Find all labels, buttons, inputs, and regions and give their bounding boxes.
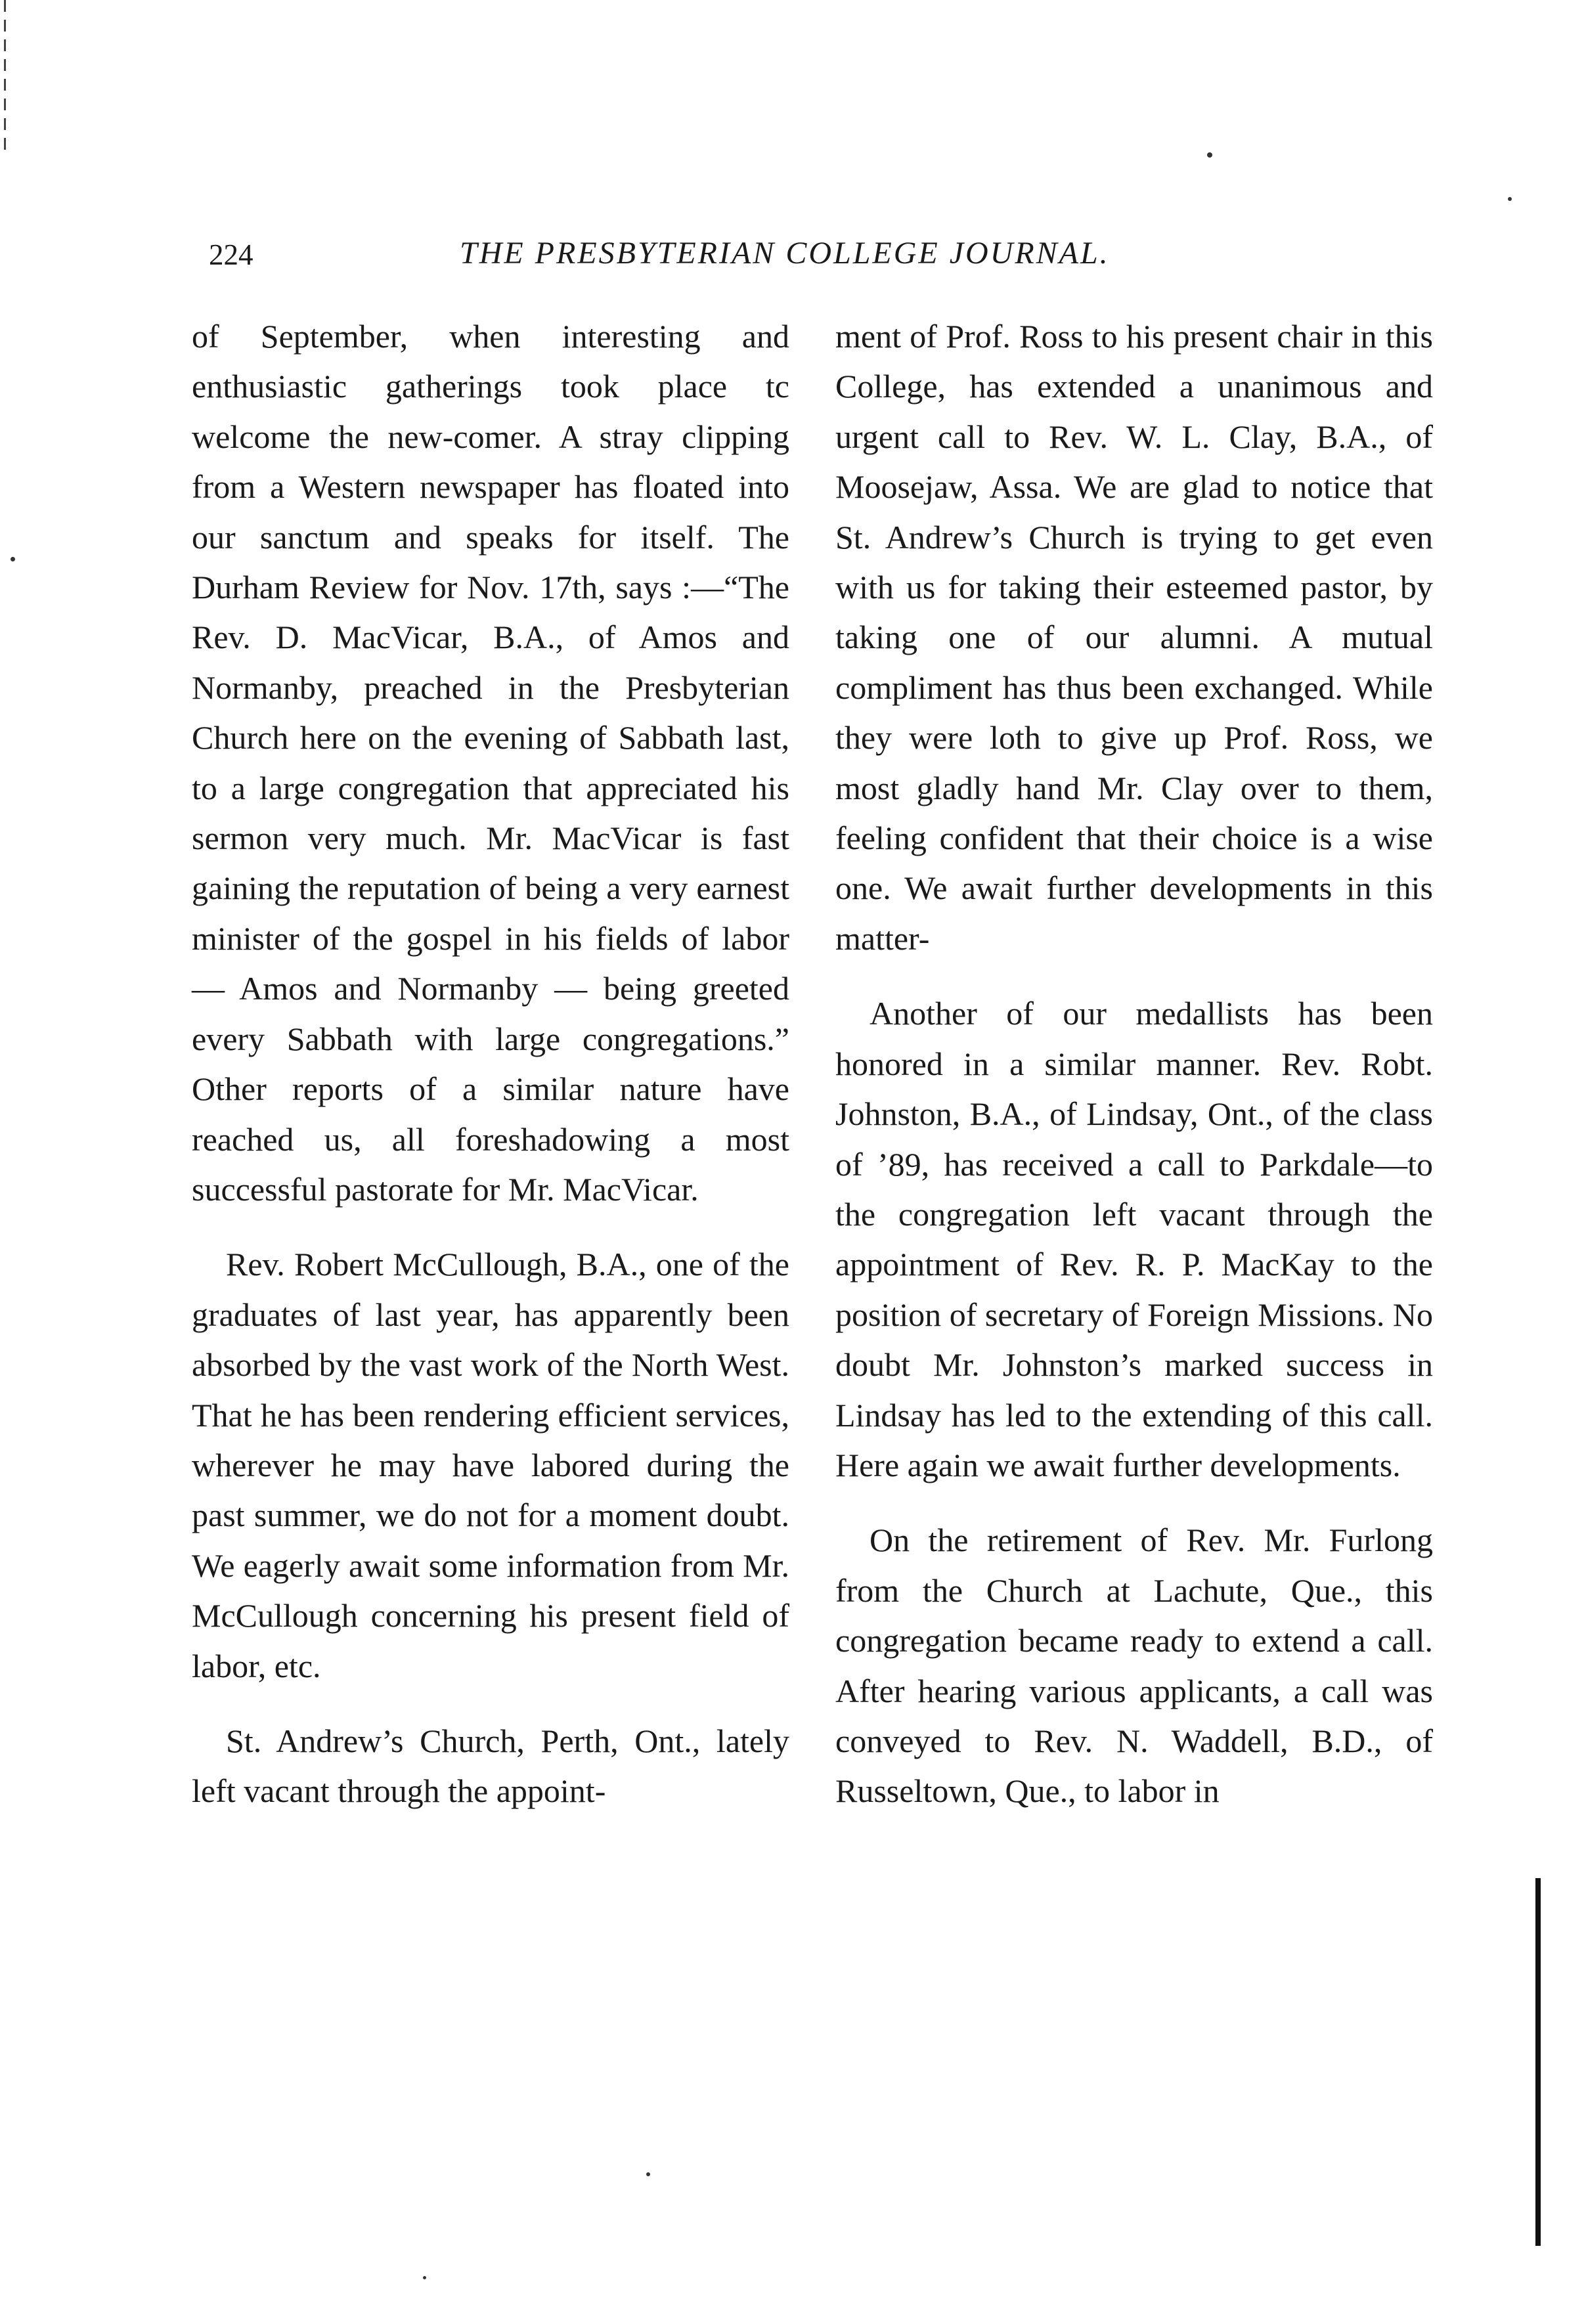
- scan-speck: [1207, 152, 1212, 158]
- paragraph-clay-call: ment of Prof. Ross to his present chair in this College, has extended a unanimous and urgent call to Rev. W. L. Clay, B.A., of Moosejaw, Assa. We are glad to notice that St. Andrew’s Church is trying to get even with us for taking their esteemed pastor, by taking one of our alumni. A mutual compliment has thus been exchanged. While they were loth to give up Prof. Ross, we most gladly hand Mr. Clay over to them, feeling confident that their choice is a wise one. We await further developments in this matter-: [835, 318, 1433, 957]
- scan-speck: [1508, 197, 1512, 201]
- left-column: [192, 311, 789, 1816]
- page-number: 224: [209, 238, 253, 271]
- right-column: [835, 311, 1433, 1816]
- scan-edge-rule: [1535, 1878, 1541, 2246]
- running-title: THE PRESBYTERIAN COLLEGE JOURNAL.: [460, 236, 1110, 271]
- scan-speck: [423, 2276, 426, 2279]
- scan-speck: [646, 2172, 650, 2176]
- paragraph-st-andrews: St. Andrew’s Church, Perth, Ont., lately left vacant through the appoint-: [192, 1722, 789, 1810]
- paragraph-waddell: On the retirement of Rev. Mr. Furlong from the Church at Lachute, Que., this congregation became ready to extend a call. After hearing various applicants, a call was conveyed to Rev. N. Waddell, B.D., of Russeltown, Que., to labor in: [835, 1522, 1433, 1810]
- paragraph-mccullough: Rev. Robert McCullough, B.A., one of the graduates of last year, has apparently been absorbed by the vast work of the North West. That he has been rendering efficient services, wherever he may have labored during the past summer, we do not for a moment doubt. We eagerly await some information from Mr. McCullough concerning his present field of labor, etc.: [192, 1246, 789, 1684]
- paragraph-johnston: Another of our medallists has been honored in a similar manner. Rev. Robt. Johnston, B.A., of Lindsay, Ont., of the class of ’89, has received a call to Parkdale—to the congregation left vacant through the appointment of Rev. R. P. MacKay to the position of secretary of Foreign Missions. No doubt Mr. Johnston’s marked success in Lindsay has led to the extending of this call. Here again we await further developments.: [835, 995, 1433, 1483]
- paragraph-macvicar: of September, when interesting and enthusiastic gatherings took place tc welcome the new-comer. A stray clipping from a Western newspaper has floated into our sanctum and speaks for itself. The Durham Review for Nov. 17th, says :—“The Rev. D. MacVicar, B.A., of Amos and Normanby, preached in the Presbyterian Church here on the evening of Sabbath last, to a large congregation that appreciated his sermon very much. Mr. MacVicar is fast gaining the reputation of being a very earnest minister of the gospel in his fields of labor — Amos and Normanby — being greeted every Sabbath with large congregations.” Other reports of a similar nature have reached us, all foreshadowing a most successful pastorate for Mr. MacVicar.: [192, 318, 789, 1208]
- scan-edge-mark: [4, 0, 6, 158]
- scan-speck: [11, 557, 15, 561]
